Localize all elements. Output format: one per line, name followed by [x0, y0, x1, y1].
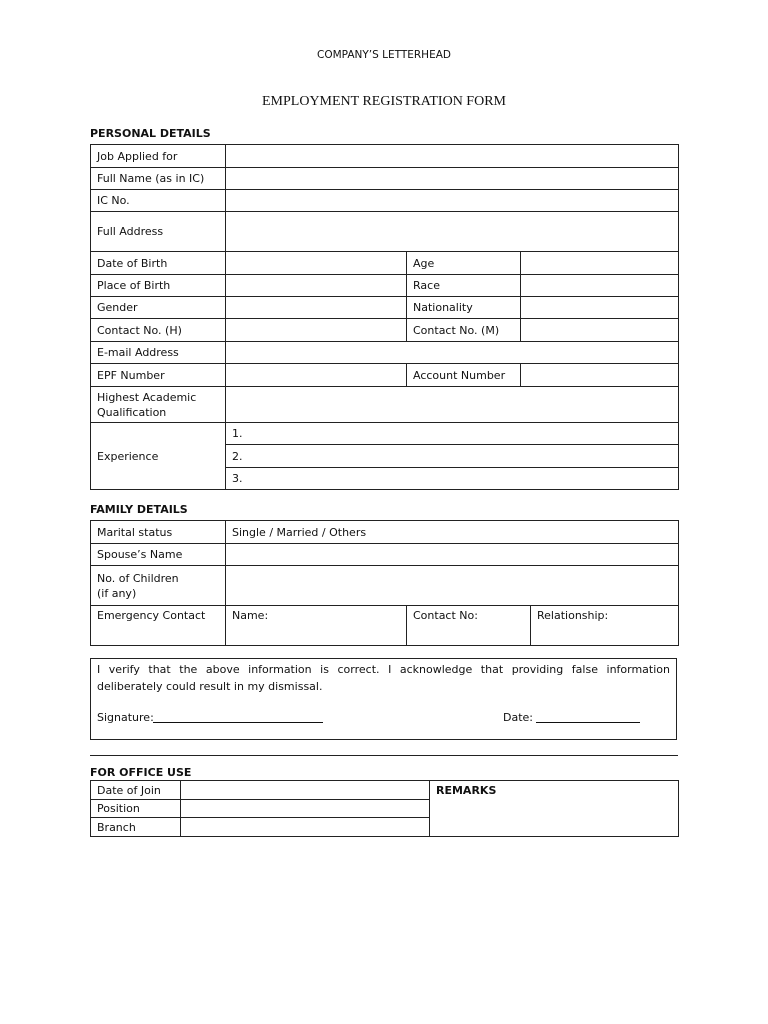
emergency-relationship-field[interactable]: Relationship:: [531, 606, 679, 646]
account-number-field[interactable]: [521, 364, 679, 387]
nationality-label: Nationality: [407, 297, 521, 319]
date-label: Date:: [503, 711, 533, 724]
divider: [90, 755, 678, 756]
family-details-table: [90, 520, 679, 646]
email-label: E-mail Address: [91, 342, 226, 364]
experience-item[interactable]: 2.: [226, 445, 679, 468]
gender-label: Gender: [91, 297, 226, 319]
contact-m-field[interactable]: [521, 319, 679, 342]
full-name-field[interactable]: [226, 168, 679, 190]
place-of-birth-field[interactable]: [226, 275, 407, 297]
experience-item[interactable]: 3.: [226, 468, 679, 490]
epf-label: EPF Number: [91, 364, 226, 387]
declaration-text: I verify that the above information is correct. I acknowledge that providing false information deliberately could result in my dismissal.: [97, 663, 670, 693]
contact-h-field[interactable]: [226, 319, 407, 342]
spouse-name-label: Spouse’s Name: [91, 544, 226, 566]
declaration-box: [90, 658, 677, 740]
spouse-name-field[interactable]: [226, 544, 679, 566]
experience-item[interactable]: 1.: [226, 423, 679, 445]
job-applied-label: Job Applied for: [91, 145, 226, 168]
full-address-label: Full Address: [91, 212, 226, 252]
marital-status-label: Marital status: [91, 521, 226, 544]
email-field[interactable]: [226, 342, 679, 364]
account-number-label: Account Number: [407, 364, 521, 387]
age-field[interactable]: [521, 252, 679, 275]
branch-label: Branch: [91, 818, 181, 837]
age-label: Age: [407, 252, 521, 275]
ic-no-field[interactable]: [226, 190, 679, 212]
children-label-note: (if any): [97, 586, 137, 600]
contact-h-label: Contact No. (H): [91, 319, 226, 342]
personal-details-heading: PERSONAL DETAILS: [90, 127, 211, 140]
qualification-field[interactable]: [226, 387, 679, 423]
race-label: Race: [407, 275, 521, 297]
office-use-heading: FOR OFFICE USE: [90, 766, 192, 779]
position-field[interactable]: [181, 800, 430, 818]
dob-label: Date of Birth: [91, 252, 226, 275]
children-field[interactable]: [226, 566, 679, 606]
ic-no-label: IC No.: [91, 190, 226, 212]
emergency-name-field[interactable]: Name:: [226, 606, 407, 646]
job-applied-field[interactable]: [226, 145, 679, 168]
date-of-join-field[interactable]: [181, 781, 430, 800]
children-label-line: No. of Children: [97, 571, 179, 585]
gender-field[interactable]: [226, 297, 407, 319]
place-of-birth-label: Place of Birth: [91, 275, 226, 297]
office-use-table: [90, 780, 679, 837]
dob-field[interactable]: [226, 252, 407, 275]
branch-field[interactable]: [181, 818, 430, 837]
date-line[interactable]: [536, 722, 640, 723]
full-address-field[interactable]: [226, 212, 679, 252]
marital-status-options[interactable]: Single / Married / Others: [226, 521, 679, 544]
experience-label: Experience: [91, 423, 226, 490]
remarks-box[interactable]: REMARKS: [430, 781, 679, 837]
emergency-contact-label: Emergency Contact: [91, 606, 226, 646]
emergency-contact-no-field[interactable]: Contact No:: [407, 606, 531, 646]
nationality-field[interactable]: [521, 297, 679, 319]
date-of-join-label: Date of Join: [91, 781, 181, 800]
qualification-label: Highest Academic Qualification: [91, 387, 226, 423]
race-field[interactable]: [521, 275, 679, 297]
form-title: EMPLOYMENT REGISTRATION FORM: [262, 94, 506, 109]
signature-line[interactable]: [153, 722, 323, 723]
personal-details-table: [90, 144, 679, 490]
company-letterhead: COMPANY’S LETTERHEAD: [317, 49, 451, 61]
signature-label: Signature:: [97, 711, 154, 724]
family-details-heading: FAMILY DETAILS: [90, 503, 188, 516]
epf-field[interactable]: [226, 364, 407, 387]
position-label: Position: [91, 800, 181, 818]
full-name-label: Full Name (as in IC): [91, 168, 226, 190]
contact-m-label: Contact No. (M): [407, 319, 521, 342]
children-label: [91, 566, 226, 606]
